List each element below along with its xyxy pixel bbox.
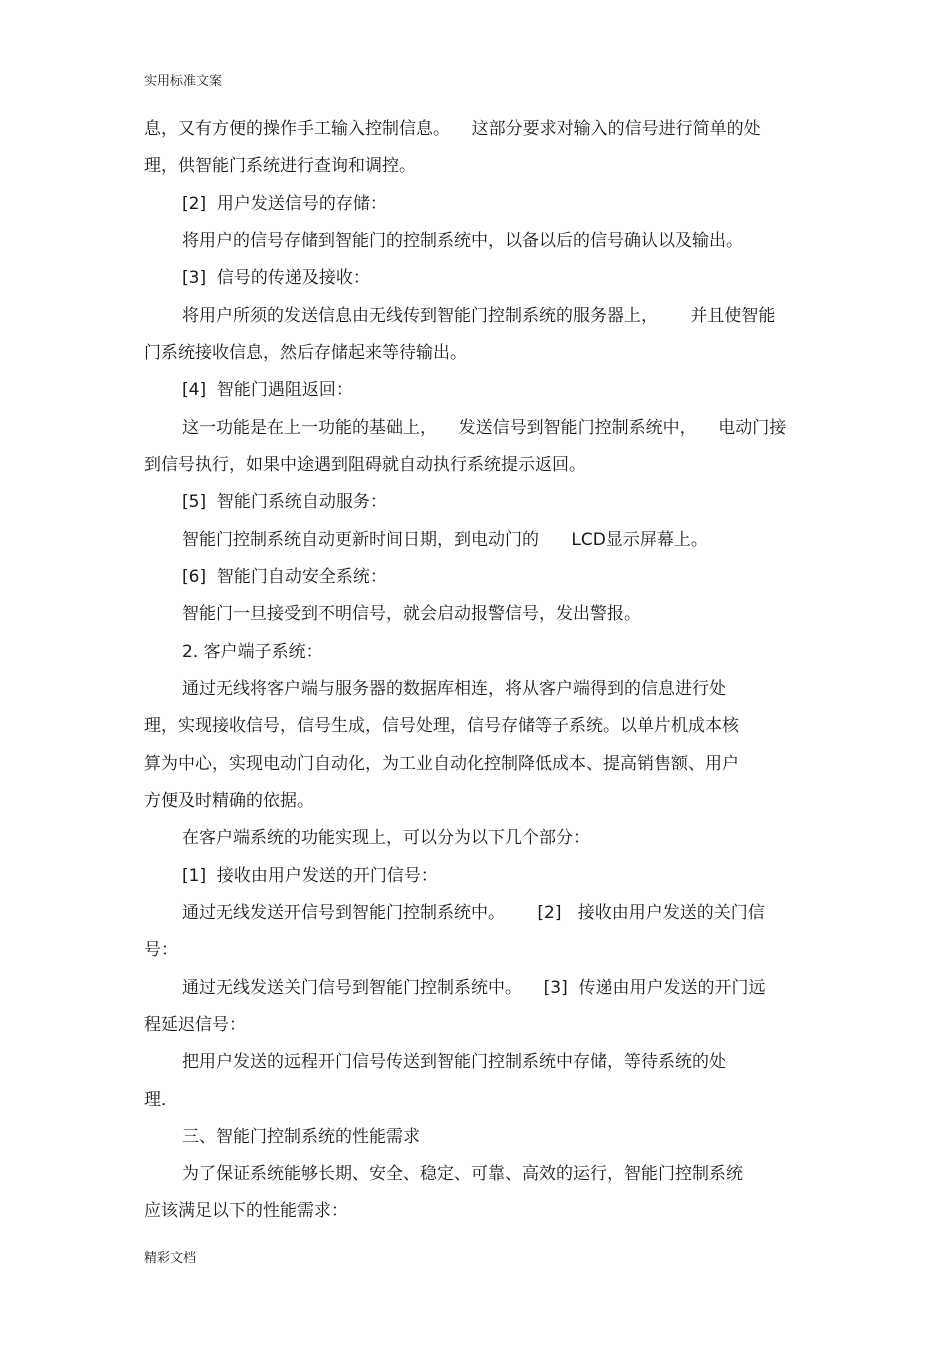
text-line: 将用户的信号存储到智能门的控制系统中，以备以后的信号确认以及输出。 [182,231,743,251]
text-line: 将用户所须的发送信息由无线传到智能门控制系统的服务器上， 并且使智能 [182,306,776,326]
text-line: 通过无线发送关门信号到智能门控制系统中。 [3] 传递由用户发送的开门远 [182,978,766,998]
text-line: 智能门控制系统自动更新时间日期，到电动门的 LCD显示屏幕上。 [182,530,708,550]
text-line: 理． [144,1090,178,1110]
list-heading: [1] 接收由用户发送的开门信号： [182,866,438,886]
list-heading: [5] 智能门系统自动服务： [182,492,387,512]
text-line: 号： [144,940,178,960]
text-line: 通过无线将客户端与服务器的数据库相连，将从客户端得到的信息进行处 [182,679,726,699]
page-header: 实用标准文案 [144,74,223,89]
text-line: 在客户端系统的功能实现上，可以分为以下几个部分： [182,828,590,848]
text-line: 方便及时精确的依据。 [144,791,314,811]
list-heading: [2] 用户发送信号的存储： [182,194,387,214]
text-line: 应该满足以下的性能需求： [144,1201,348,1221]
text-line: 理，实现接收信号，信号生成，信号处理，信号存储等子系统。以单片机成本核 [144,716,739,736]
text-line: 这一功能是在上一功能的基础上， 发送信号到智能门控制系统中， 电动门接 [182,418,787,438]
list-heading: [6] 智能门自动安全系统： [182,567,387,587]
page-footer: 精彩文档 [144,1251,197,1266]
section-heading: 三、智能门控制系统的性能需求 [182,1127,420,1147]
text-line: 理，供智能门系统进行查询和调控。 [144,156,416,176]
text-line: 通过无线发送开信号到智能门控制系统中。 [2] 接收由用户发送的关门信 [182,903,765,923]
text-line: 把用户发送的远程开门信号传送到智能门控制系统中存储，等待系统的处 [182,1052,726,1072]
list-heading: [3] 信号的传递及接收： [182,268,370,288]
text-line: 智能门一旦接受到不明信号，就会启动报警信号，发出警报。 [182,604,641,624]
text-line: 算为中心，实现电动门自动化，为工业自动化控制降低成本、提高销售额、用户 [144,754,739,774]
text-line: 息，又有方便的操作手工输入控制信息。 这部分要求对输入的信号进行简单的处 [144,119,761,139]
list-heading: [4] 智能门遇阻返回： [182,380,353,400]
text-line: 程延迟信号： [144,1015,246,1035]
text-line: 到信号执行，如果中途遇到阻碍就自动执行系统提示返回。 [144,455,586,475]
text-line: 为了保证系统能够长期、安全、稳定、可靠、高效的运行，智能门控制系统 [182,1164,743,1184]
section-heading: 2. 客户端子系统： [182,642,323,662]
text-line: 门系统接收信息，然后存储起来等待输出。 [144,343,467,363]
